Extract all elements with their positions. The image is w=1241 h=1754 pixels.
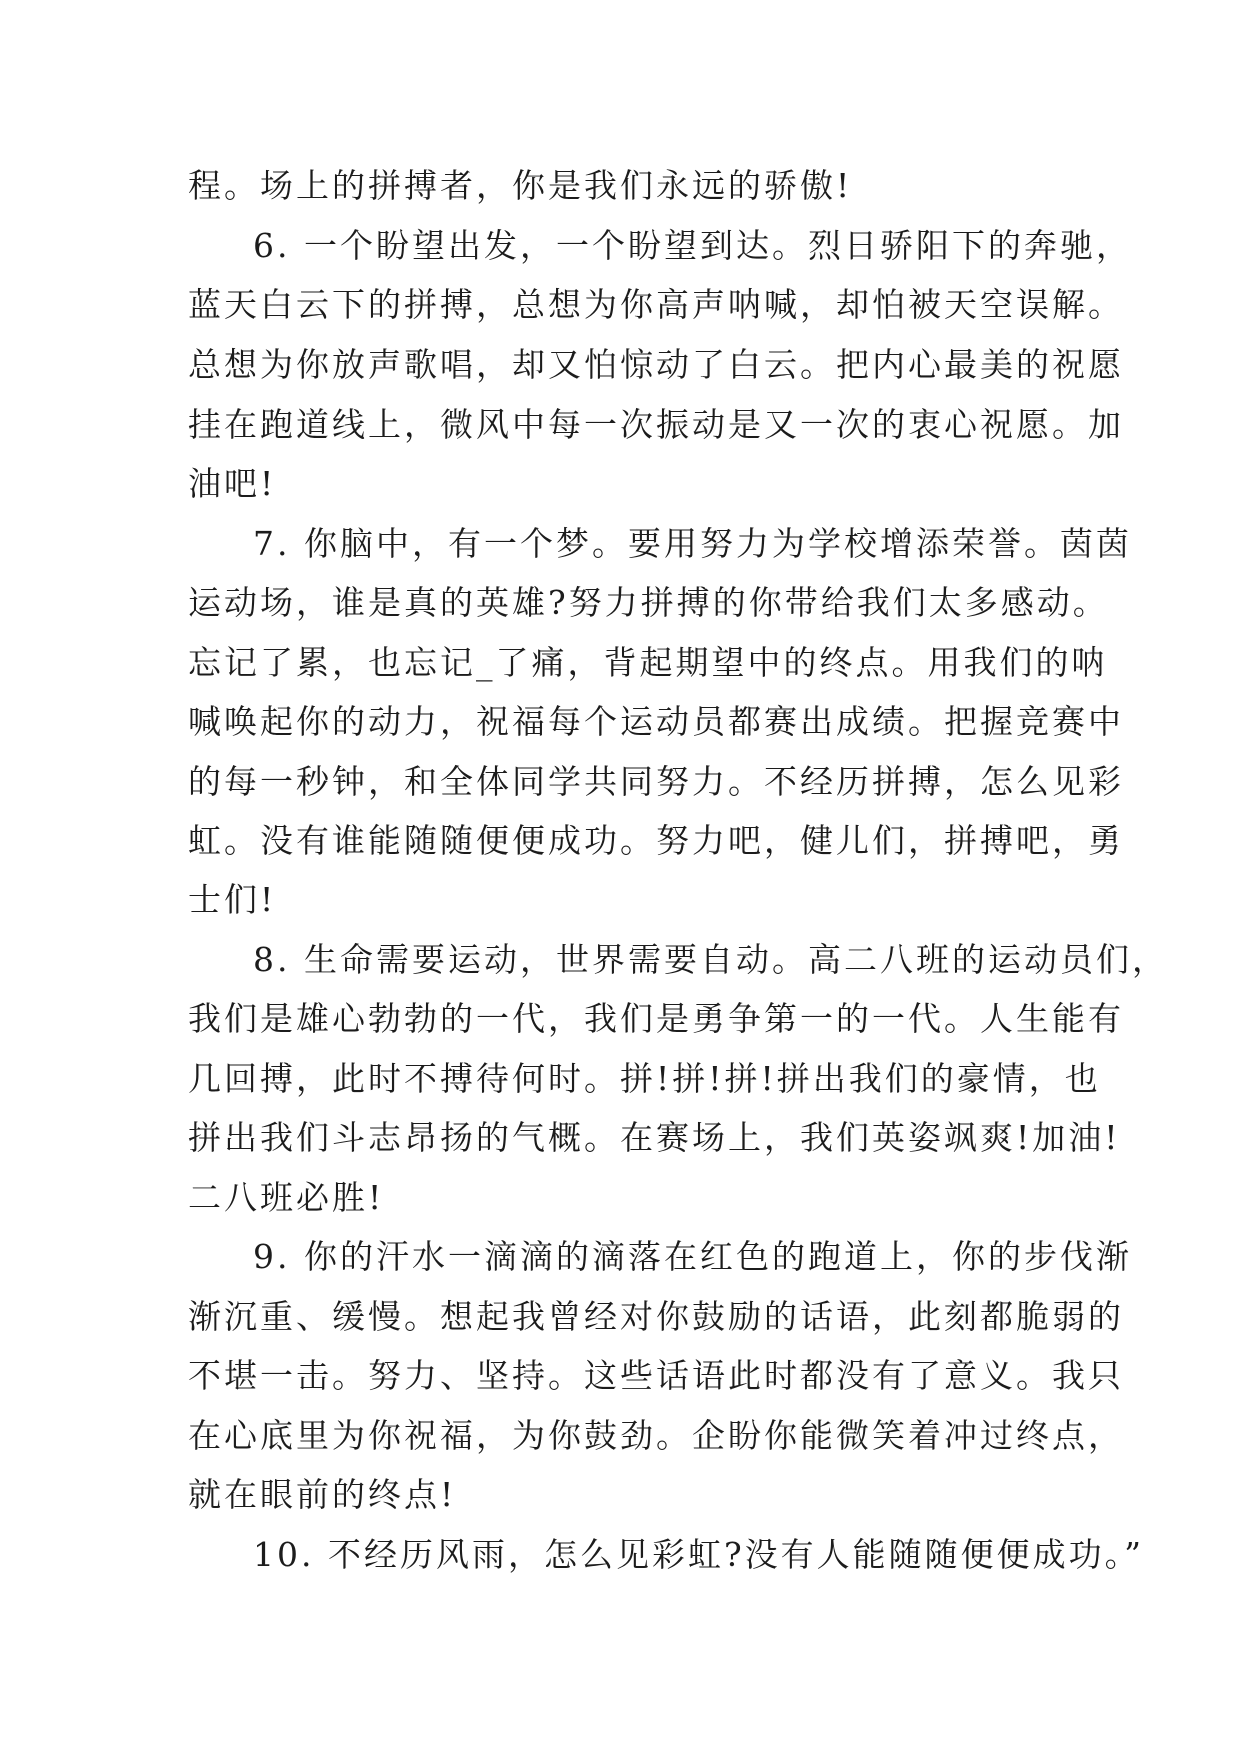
text-line: 在心底里为你祝福，为你鼓劲。企盼你能微笑着冲过终点， bbox=[188, 1416, 1124, 1455]
item-7-line: 7. 你脑中，有一个梦。要用努力为学校增添荣誉。茵茵 bbox=[253, 524, 1132, 563]
text-line: 总想为你放声歌唱，却又怕惊动了白云。把内心最美的祝愿 bbox=[188, 345, 1124, 384]
item-8-line: 8. 生命需要运动，世界需要自动。高二八班的运动员们， bbox=[253, 940, 1168, 979]
text-line: 我们是雄心勃勃的一代，我们是勇争第一的一代。人生能有 bbox=[188, 999, 1124, 1038]
text-line: 油吧! bbox=[188, 464, 277, 503]
text-line: 士们! bbox=[188, 880, 277, 919]
text-line: 的每一秒钟，和全体同学共同努力。不经历拼搏，怎么见彩 bbox=[188, 762, 1124, 801]
text-line: 就在眼前的终点! bbox=[188, 1475, 457, 1514]
text-line: 运动场，谁是真的英雄?努力拼搏的你带给我们太多感动。 bbox=[188, 583, 1109, 622]
item-10-line: 10. 不经历风雨，怎么见彩虹?没有人能随随便便成功。” bbox=[253, 1535, 1145, 1574]
text-line: 喊唤起你的动力，祝福每个运动员都赛出成绩。把握竞赛中 bbox=[188, 702, 1124, 741]
item-6-line: 6. 一个盼望出发，一个盼望到达。烈日骄阳下的奔驰， bbox=[253, 226, 1132, 265]
text-line: 挂在跑道线上，微风中每一次振动是又一次的衷心祝愿。加 bbox=[188, 405, 1124, 444]
text-line: 二八班必胜! bbox=[188, 1178, 385, 1217]
text-line: 忘记了累，也忘记_了痛，背起期望中的终点。用我们的呐 bbox=[188, 643, 1108, 682]
text-line: 几回搏，此时不搏待何时。拼!拼!拼!拼出我们的豪情，也 bbox=[188, 1059, 1101, 1098]
text-line: 不堪一击。努力、坚持。这些话语此时都没有了意义。我只 bbox=[188, 1356, 1124, 1395]
text-line: 渐沉重、缓慢。想起我曾经对你鼓励的话语，此刻都脆弱的 bbox=[188, 1297, 1124, 1336]
item-9-line: 9. 你的汗水一滴滴的滴落在红色的跑道上，你的步伐渐 bbox=[253, 1237, 1132, 1276]
text-line: 程。场上的拼搏者，你是我们永远的骄傲! bbox=[188, 166, 853, 205]
text-line: 蓝天白云下的拼搏，总想为你高声呐喊，却怕被天空误解。 bbox=[188, 285, 1124, 324]
text-line: 拼出我们斗志昂扬的气概。在赛场上，我们英姿飒爽!加油! bbox=[188, 1118, 1121, 1157]
text-line: 虹。没有谁能随随便便成功。努力吧，健儿们，拼搏吧，勇 bbox=[188, 821, 1124, 860]
